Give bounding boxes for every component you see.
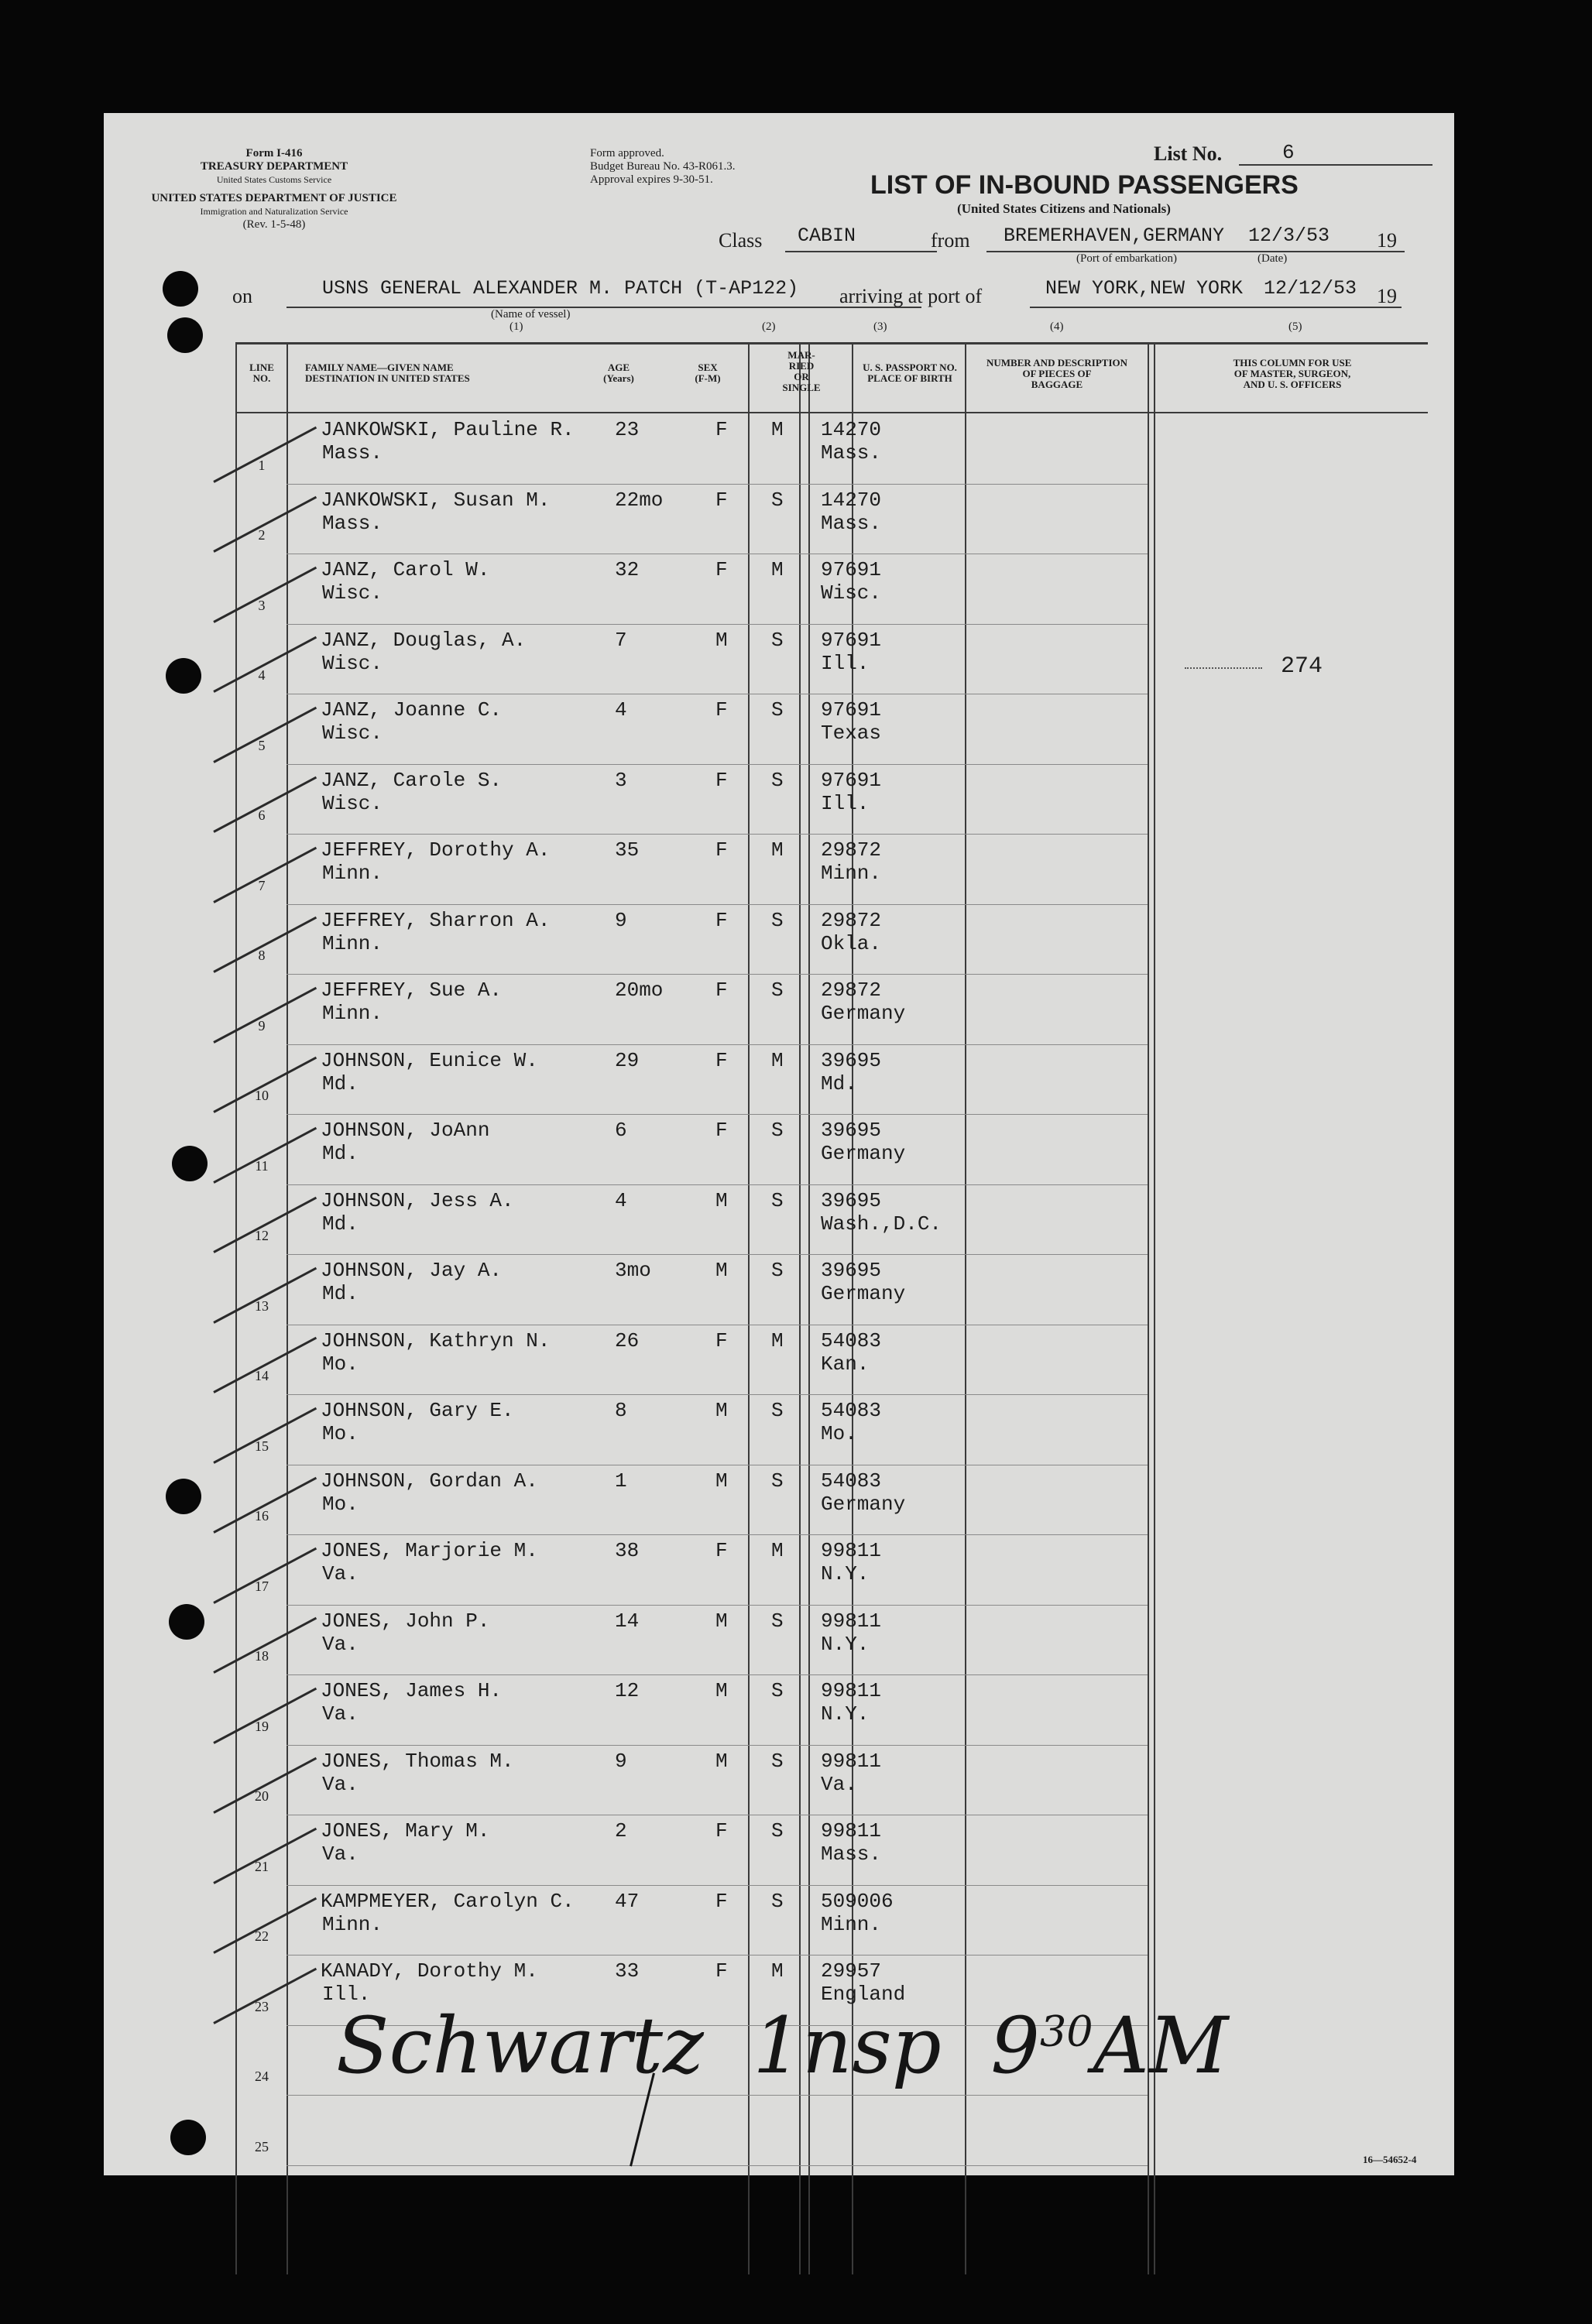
passenger-sex: F xyxy=(715,488,728,512)
passenger-sex: M xyxy=(715,1399,728,1422)
passenger-age: 14 xyxy=(615,1609,640,1633)
passenger-marital-status: S xyxy=(771,488,784,512)
on-label: on xyxy=(232,285,252,307)
punch-hole xyxy=(172,1146,208,1181)
col-num-4: (4) xyxy=(1050,320,1064,333)
check-mark xyxy=(213,846,317,903)
punch-hole xyxy=(170,2120,206,2155)
passenger-marital-status: S xyxy=(771,1609,784,1633)
line-number: 17 xyxy=(255,1578,269,1594)
place-of-birth: N.Y. xyxy=(821,1632,870,1656)
passenger-sex: F xyxy=(715,558,728,581)
passenger-destination: Minn. xyxy=(322,1912,383,1936)
line-number: 6 xyxy=(258,807,266,823)
header-name: FAMILY NAME—GIVEN NAME DESTINATION IN UNITED STATES xyxy=(305,362,470,384)
line-number: 19 xyxy=(255,1718,269,1734)
line-number: 18 xyxy=(255,1648,269,1664)
place-of-birth: Kan. xyxy=(821,1352,870,1376)
passport-number: 29872 xyxy=(821,979,882,1002)
passenger-age: 33 xyxy=(615,1959,640,1983)
passenger-marital-status: S xyxy=(771,979,784,1002)
line-number: 22 xyxy=(255,1928,269,1944)
check-mark xyxy=(213,1827,317,1884)
passport-number: 39695 xyxy=(821,1188,882,1212)
passenger-age: 12 xyxy=(615,1679,640,1702)
justice-info xyxy=(104,192,444,231)
row-divider xyxy=(286,974,1148,975)
page-subtitle: (United States Citizens and Nationals) xyxy=(957,201,1171,216)
handwritten-inspector-signature: Schwartz 1nsp $9^{30}AM$ xyxy=(336,2000,1229,2091)
form-info xyxy=(166,147,383,187)
line-number: 9 xyxy=(258,1017,266,1033)
place-of-birth: N.Y. xyxy=(821,1562,870,1585)
place-of-birth: Md. xyxy=(821,1071,857,1095)
passenger-destination: Va. xyxy=(322,1842,359,1866)
passenger-sex: F xyxy=(715,1119,728,1142)
line-number: 25 xyxy=(255,2138,269,2154)
passenger-destination: Wisc. xyxy=(322,651,383,675)
line-number: 20 xyxy=(255,1788,269,1804)
passport-number: 99811 xyxy=(821,1749,882,1773)
passenger-destination: Va. xyxy=(322,1772,359,1796)
passenger-destination: Va. xyxy=(322,1562,359,1585)
check-mark xyxy=(213,706,317,763)
passenger-destination: Minn. xyxy=(322,931,383,955)
passenger-marital-status: S xyxy=(771,698,784,722)
passport-number: 39695 xyxy=(821,1119,882,1142)
row-divider xyxy=(286,1534,1148,1535)
punch-hole xyxy=(166,658,201,694)
passenger-name: JANZ, Carole S. xyxy=(321,768,503,792)
passenger-marital-status: M xyxy=(771,558,784,581)
passenger-destination: Wisc. xyxy=(322,722,383,745)
row-divider xyxy=(286,1254,1148,1255)
passenger-marital-status: M xyxy=(771,418,784,441)
passenger-sex: M xyxy=(715,1749,728,1773)
port-note: (Port of embarkation) xyxy=(1076,252,1177,265)
passenger-sex: F xyxy=(715,908,728,932)
passenger-name: JOHNSON, Jess A. xyxy=(321,1188,514,1212)
passenger-name: JOHNSON, Jay A. xyxy=(321,1259,503,1282)
vessel-name: USNS GENERAL ALEXANDER M. PATCH (T-AP122) xyxy=(322,277,799,300)
row-divider xyxy=(286,764,1148,765)
passenger-age: 4 xyxy=(615,1188,627,1212)
treasury-dept: TREASURY DEPARTMENT xyxy=(200,160,348,173)
check-mark xyxy=(213,776,317,833)
passenger-name: JOHNSON, Gary E. xyxy=(321,1399,514,1422)
row-divider xyxy=(286,834,1148,835)
passenger-marital-status: S xyxy=(771,1469,784,1493)
passenger-sex: F xyxy=(715,838,728,862)
passenger-sex: F xyxy=(715,1819,728,1842)
passenger-name: JANZ, Carol W. xyxy=(321,558,490,581)
passenger-sex: F xyxy=(715,1959,728,1983)
passenger-sex: F xyxy=(715,768,728,792)
officer-note: 274 xyxy=(1281,653,1323,680)
passport-number: 97691 xyxy=(821,768,882,792)
passenger-name: JANZ, Joanne C. xyxy=(321,698,503,722)
passenger-age: 7 xyxy=(615,628,627,652)
passenger-name: JONES, Mary M. xyxy=(321,1819,490,1842)
place-of-birth: Texas xyxy=(821,722,882,745)
line-number: 1 xyxy=(258,457,266,473)
list-no-label: List No. xyxy=(1154,142,1223,165)
row-divider xyxy=(286,1114,1148,1115)
approval-line-3: Approval expires 9-30-51. xyxy=(590,173,713,186)
passenger-age: 4 xyxy=(615,698,627,722)
place-of-birth: Germany xyxy=(821,1492,906,1516)
page-title: LIST OF IN-BOUND PASSENGERS xyxy=(870,170,1299,200)
place-of-birth: Va. xyxy=(821,1772,857,1796)
passport-number: 29957 xyxy=(821,1959,882,1983)
place-of-birth: Germany xyxy=(821,1002,906,1025)
place-of-birth: Mo. xyxy=(821,1422,857,1445)
line-number: 13 xyxy=(255,1297,269,1314)
row-divider xyxy=(286,2095,1148,2096)
header-baggage: NUMBER AND DESCRIPTION OF PIECES OF BAGGAGE xyxy=(986,357,1128,390)
customs-service: United States Customs Service xyxy=(216,174,332,185)
passenger-age: 9 xyxy=(615,1749,627,1773)
passenger-destination: Md. xyxy=(322,1142,359,1165)
place-of-birth: Mass. xyxy=(821,1842,882,1866)
passenger-age: 2 xyxy=(615,1819,627,1842)
passenger-marital-status: S xyxy=(771,908,784,932)
row-divider xyxy=(286,1605,1148,1606)
place-of-birth: England xyxy=(821,1983,906,2006)
header-passport: U. S. PASSPORT NO. PLACE OF BIRTH xyxy=(863,362,957,384)
passenger-age: 29 xyxy=(615,1048,640,1072)
check-mark xyxy=(213,636,317,693)
check-mark xyxy=(213,1617,317,1674)
passport-number: 39695 xyxy=(821,1048,882,1072)
row-divider xyxy=(286,1674,1148,1675)
passenger-name: JANZ, Douglas, A. xyxy=(321,628,527,652)
passport-number: 29872 xyxy=(821,838,882,862)
footer-code: 16—54652-4 xyxy=(1363,2154,1417,2165)
check-mark xyxy=(213,1267,317,1323)
check-mark xyxy=(213,1337,317,1393)
passenger-name: JOHNSON, Eunice W. xyxy=(321,1048,538,1072)
passenger-sex: M xyxy=(715,1469,728,1493)
passenger-age: 3mo xyxy=(615,1259,651,1282)
col-num-1: (1) xyxy=(510,320,523,333)
year-prefix-1: 19 xyxy=(1377,229,1397,252)
place-of-birth: N.Y. xyxy=(821,1702,870,1726)
passport-number: 54083 xyxy=(821,1328,882,1352)
line-number: 23 xyxy=(255,1998,269,2014)
passenger-name: JEFFREY, Sue A. xyxy=(321,979,503,1002)
place-of-birth: Minn. xyxy=(821,1912,882,1936)
manifest-page xyxy=(104,113,1454,2175)
passenger-name: JANKOWSKI, Susan M. xyxy=(321,488,551,512)
col-num-5: (5) xyxy=(1288,320,1302,333)
row-divider xyxy=(286,1184,1148,1185)
passenger-destination: Mass. xyxy=(322,441,383,464)
justice-dept: UNITED STATES DEPARTMENT OF JUSTICE xyxy=(151,192,397,204)
line-number: 12 xyxy=(255,1228,269,1243)
arrival-date: 12/12/53 xyxy=(1264,277,1357,300)
place-of-birth: Ill. xyxy=(821,791,870,815)
check-mark xyxy=(213,1757,317,1814)
passenger-marital-status: S xyxy=(771,1679,784,1702)
passenger-marital-status: S xyxy=(771,1889,784,1913)
check-mark xyxy=(213,496,317,553)
row-divider xyxy=(286,624,1148,625)
place-of-birth: Mass. xyxy=(821,441,882,464)
line-number: 15 xyxy=(255,1438,269,1454)
passenger-sex: M xyxy=(715,1679,728,1702)
passenger-name: KANADY, Dorothy M. xyxy=(321,1959,538,1983)
passport-number: 29872 xyxy=(821,908,882,932)
passenger-sex: F xyxy=(715,979,728,1002)
check-mark xyxy=(213,1407,317,1463)
passenger-destination: Va. xyxy=(322,1702,359,1726)
passport-number: 14270 xyxy=(821,418,882,441)
passenger-name: JONES, Marjorie M. xyxy=(321,1539,538,1562)
punch-hole xyxy=(166,1479,201,1514)
passenger-destination: Ill. xyxy=(322,1983,371,2006)
line-number: 11 xyxy=(255,1157,269,1174)
class-value: CABIN xyxy=(798,225,856,247)
passenger-sex: F xyxy=(715,1889,728,1913)
passport-number: 97691 xyxy=(821,628,882,652)
row-divider xyxy=(286,1885,1148,1886)
passport-number: 39695 xyxy=(821,1259,882,1282)
passenger-age: 9 xyxy=(615,908,627,932)
passenger-name: JEFFREY, Dorothy A. xyxy=(321,838,551,862)
passport-number: 97691 xyxy=(821,698,882,722)
col-num-3: (3) xyxy=(873,320,887,333)
departure-date: 12/3/53 xyxy=(1248,225,1330,247)
passenger-destination: Minn. xyxy=(322,862,383,885)
passenger-destination: Wisc. xyxy=(322,581,383,605)
passenger-marital-status: S xyxy=(771,1399,784,1422)
passenger-marital-status: S xyxy=(771,628,784,652)
check-mark xyxy=(213,1687,317,1743)
passenger-sex: F xyxy=(715,1048,728,1072)
check-mark xyxy=(213,1897,317,1954)
check-mark xyxy=(213,1057,317,1113)
class-label: Class xyxy=(719,229,763,252)
punch-hole xyxy=(163,271,198,307)
place-of-birth: Germany xyxy=(821,1282,906,1305)
passenger-marital-status: S xyxy=(771,1188,784,1212)
check-mark xyxy=(213,1197,317,1253)
form-approval xyxy=(590,147,735,187)
check-mark xyxy=(213,426,317,482)
passenger-marital-status: S xyxy=(771,1819,784,1842)
check-mark xyxy=(213,917,317,973)
passport-number: 99811 xyxy=(821,1539,882,1562)
approval-line-2: Budget Bureau No. 43-R061.3. xyxy=(590,160,736,173)
form-number: Form I-416 xyxy=(245,147,303,159)
officer-note-dots xyxy=(1185,667,1262,670)
passenger-marital-status: S xyxy=(771,1749,784,1773)
passenger-name: JOHNSON, Gordan A. xyxy=(321,1469,538,1493)
passenger-destination: Md. xyxy=(322,1071,359,1095)
passenger-age: 32 xyxy=(615,558,640,581)
passenger-age: 35 xyxy=(615,838,640,862)
passenger-destination: Md. xyxy=(322,1212,359,1236)
passenger-sex: M xyxy=(715,1188,728,1212)
passenger-marital-status: M xyxy=(771,1328,784,1352)
place-of-birth: Germany xyxy=(821,1142,906,1165)
row-divider xyxy=(286,1955,1148,1956)
passenger-destination: Minn. xyxy=(322,1002,383,1025)
passenger-sex: F xyxy=(715,1539,728,1562)
passenger-sex: M xyxy=(715,1609,728,1633)
line-number: 24 xyxy=(255,2069,269,2084)
line-number: 5 xyxy=(258,737,266,753)
passenger-marital-status: M xyxy=(771,838,784,862)
passenger-sex: F xyxy=(715,1328,728,1352)
passenger-marital-status: S xyxy=(771,1259,784,1282)
place-of-birth: Mass. xyxy=(821,511,882,535)
line-number: 2 xyxy=(258,527,266,543)
from-label: from xyxy=(931,229,970,252)
passport-number: 54083 xyxy=(821,1399,882,1422)
arrival-port: NEW YORK,NEW YORK xyxy=(1045,277,1244,300)
passenger-name: JEFFREY, Sharron A. xyxy=(321,908,551,932)
list-no-value: 6 xyxy=(1282,141,1295,164)
ins-service: Immigration and Naturalization Service xyxy=(200,206,348,217)
line-number: 7 xyxy=(258,877,266,893)
place-of-birth: Okla. xyxy=(821,931,882,955)
passenger-name: JONES, Thomas M. xyxy=(321,1749,514,1773)
line-number: 8 xyxy=(258,948,266,963)
place-of-birth: Wash.,D.C. xyxy=(821,1212,942,1236)
passenger-destination: Mo. xyxy=(322,1422,359,1445)
passenger-destination: Wisc. xyxy=(322,791,383,815)
row-divider xyxy=(286,1394,1148,1395)
passport-number: 99811 xyxy=(821,1819,882,1842)
arriving-label: arriving at port of xyxy=(839,285,983,307)
from-value: BREMERHAVEN,GERMANY xyxy=(1004,225,1225,247)
line-number: 14 xyxy=(255,1368,269,1383)
header-marital: MAR- RIED OR SINGLE xyxy=(782,349,821,393)
passenger-destination: Mass. xyxy=(322,511,383,535)
date-note: (Date) xyxy=(1257,252,1288,265)
passport-number: 14270 xyxy=(821,488,882,512)
passenger-marital-status: S xyxy=(771,768,784,792)
vessel-note: (Name of vessel) xyxy=(491,308,571,320)
header-line-no: LINE NO. xyxy=(249,362,274,384)
header-sex: SEX (F-M) xyxy=(695,362,721,384)
line-number: 16 xyxy=(255,1508,269,1524)
row-divider xyxy=(286,1044,1148,1045)
passenger-age: 22mo xyxy=(615,488,664,512)
passenger-name: JONES, James H. xyxy=(321,1679,503,1702)
header-officers: THIS COLUMN FOR USE OF MASTER, SURGEON, AND U. S. OFFICERS xyxy=(1233,357,1352,390)
passenger-age: 20mo xyxy=(615,979,664,1002)
passenger-name: JOHNSON, JoAnn xyxy=(321,1119,490,1142)
year-prefix-2: 19 xyxy=(1377,285,1397,307)
line-number: 10 xyxy=(255,1088,269,1103)
line-number: 4 xyxy=(258,667,266,683)
passenger-marital-status: S xyxy=(771,1119,784,1142)
place-of-birth: Minn. xyxy=(821,862,882,885)
passenger-age: 6 xyxy=(615,1119,627,1142)
revision: (Rev. 1-5-48) xyxy=(242,218,306,231)
passport-number: 99811 xyxy=(821,1679,882,1702)
passenger-age: 23 xyxy=(615,418,640,441)
passenger-sex: F xyxy=(715,418,728,441)
passport-number: 97691 xyxy=(821,558,882,581)
passenger-marital-status: M xyxy=(771,1539,784,1562)
place-of-birth: Ill. xyxy=(821,651,870,675)
passenger-destination: Mo. xyxy=(322,1492,359,1516)
passenger-destination: Mo. xyxy=(322,1352,359,1376)
check-mark xyxy=(213,566,317,622)
line-number: 3 xyxy=(258,597,266,613)
passenger-age: 47 xyxy=(615,1889,640,1913)
passenger-destination: Md. xyxy=(322,1282,359,1305)
place-of-birth: Wisc. xyxy=(821,581,882,605)
passenger-sex: F xyxy=(715,698,728,722)
passenger-name: JOHNSON, Kathryn N. xyxy=(321,1328,551,1352)
passenger-marital-status: M xyxy=(771,1048,784,1072)
passport-number: 54083 xyxy=(821,1469,882,1493)
punch-hole xyxy=(169,1604,204,1640)
row-divider xyxy=(286,2165,1148,2166)
passenger-name: KAMPMEYER, Carolyn C. xyxy=(321,1889,575,1913)
check-mark xyxy=(213,1547,317,1603)
passenger-age: 26 xyxy=(615,1328,640,1352)
check-mark xyxy=(213,1967,317,2024)
passenger-marital-status: M xyxy=(771,1959,784,1983)
passenger-age: 8 xyxy=(615,1399,627,1422)
row-divider xyxy=(286,484,1148,485)
passenger-age: 1 xyxy=(615,1469,627,1493)
passenger-name: JANKOWSKI, Pauline R. xyxy=(321,418,575,441)
check-mark xyxy=(213,1126,317,1183)
header-age: AGE (Years) xyxy=(603,362,634,384)
col-num-2: (2) xyxy=(762,320,776,333)
passenger-sex: M xyxy=(715,628,728,652)
passenger-sex: M xyxy=(715,1259,728,1282)
line-number: 21 xyxy=(255,1858,269,1874)
row-divider xyxy=(286,1745,1148,1746)
passenger-age: 38 xyxy=(615,1539,640,1562)
row-divider xyxy=(286,904,1148,905)
check-mark xyxy=(213,1477,317,1534)
passport-number: 509006 xyxy=(821,1889,894,1913)
passenger-destination: Va. xyxy=(322,1632,359,1656)
passenger-age: 3 xyxy=(615,768,627,792)
passenger-name: JONES, John P. xyxy=(321,1609,490,1633)
check-mark xyxy=(213,986,317,1043)
passport-number: 99811 xyxy=(821,1609,882,1633)
approval-line-1: Form approved. xyxy=(590,147,664,159)
punch-hole xyxy=(167,317,203,353)
